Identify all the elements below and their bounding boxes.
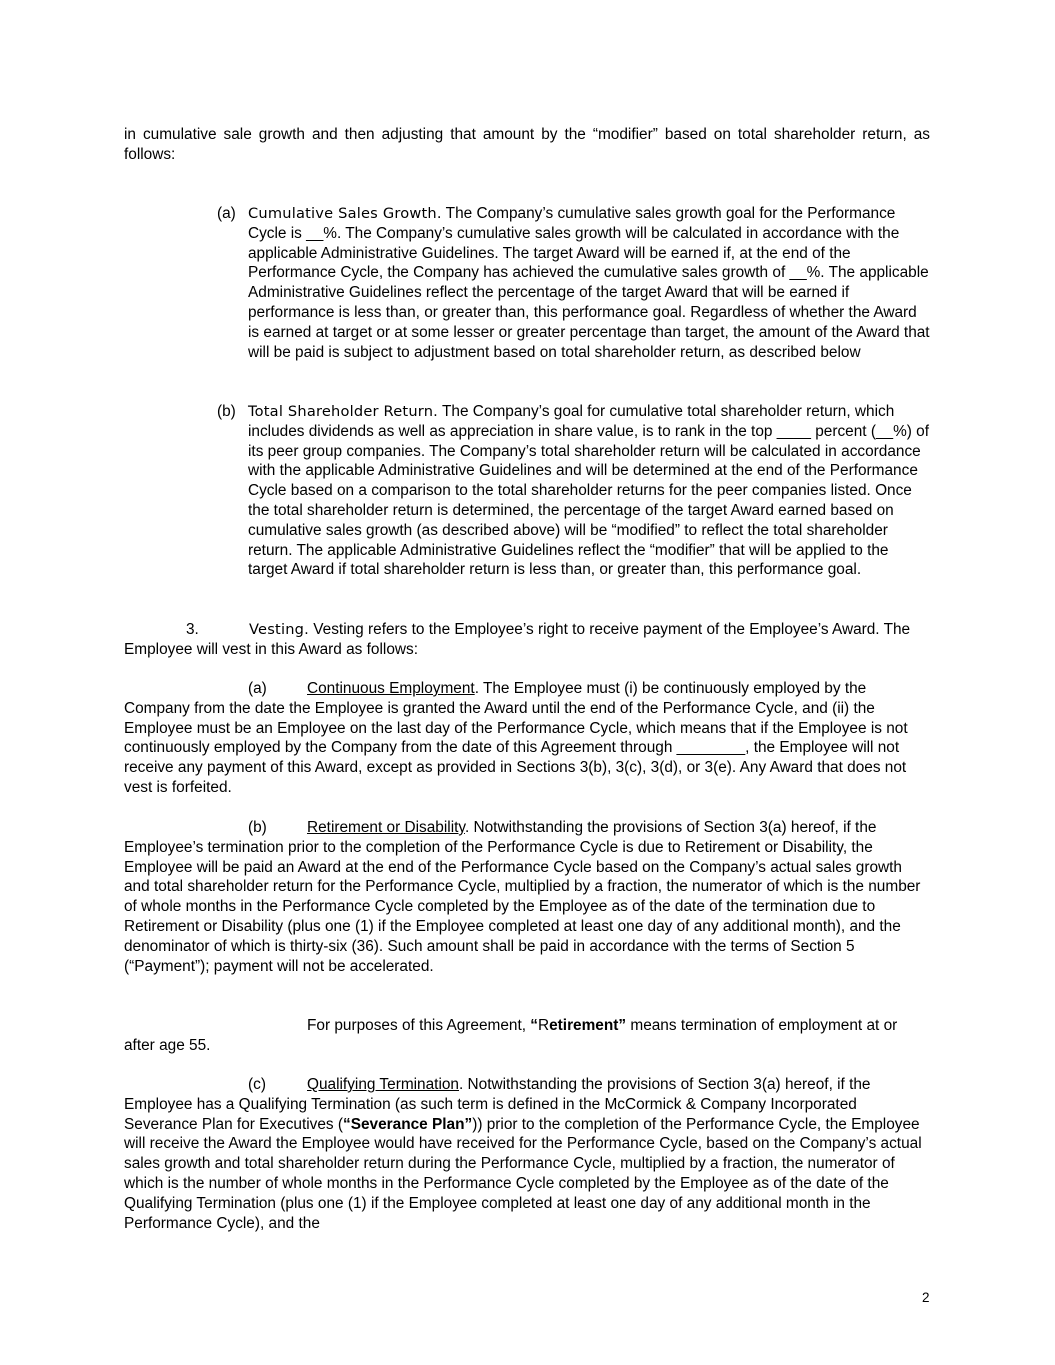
item-b-body bbox=[248, 402, 930, 580]
section-3b-paragraph bbox=[124, 818, 930, 976]
section-3b-text: . Notwithstanding the provisions of Section 3(a) hereof, if the Employee’s termination prior to the completion of the Performance Cycle is due to Retirement or Disability, the Employee will be paid an Award at the end of the Performance Cycle based on the Company’s actual sales growth and total shareholder return for the Performance Cycle, multiplied by a fraction, the numerator of which is the number of whole months in the Performance Cycle completed by the Employee as of the date of the termination due to Retirement or Disability (plus one (1) if the Employee completed at least one day of any additional month), and the denominator of which is thirty-six (36). Such amount shall be paid in accordance with the terms of Section 5 (“Payment”); payment will not be accelerated. bbox=[124, 819, 921, 975]
section-3c-text-2: )) prior to the completion of the Performance Cycle, the Employee will receive the Award the Employee would have received for the Performance Cycle, based on the Company’s actual sales growth and total shareholder return during the Performance Cycle, multiplied by a fraction, the numerator of which is the number of whole months in the Performance Cycle completed by the Employee as of the date of the Qualifying Termination (plus one (1) if the Employee completed at least one day of any additional month in the Performance Cycle), and the bbox=[124, 1115, 922, 1232]
retirement-quote-open: “ bbox=[530, 1017, 538, 1034]
item-a-text: The Company’s cumulative sales growth goal for the Performance Cycle is __%. The Company’s cumulative sales growth will be calculated in accordance with the applicable Administrative Guidelines. The target Award will be earned if, at the end of the Performance Cycle, the Company has achieved the cumulative sales growth of __%. The applicable Administrative Guidelines reflect the percentage of the target Award that will be earned if performance is less than, or greater than, this performance goal. Regardless of whether the Award is earned at target or at some lesser or greater percentage than target, the amount of the Award that will be paid is subject to adjustment based on total shareholder return, as described below bbox=[248, 205, 930, 361]
item-b bbox=[217, 402, 930, 580]
section-3a-label: (a) bbox=[248, 680, 267, 697]
section-3c-text-1: . Notwithstanding the provisions of Section 3(a) hereof, if the Employee has a Qualifying Termination (as such term is defined in the McCormick & Company Incorporated Severance Plan for Executives ( bbox=[124, 1076, 871, 1133]
section-3a-heading: Continuous Employment bbox=[307, 680, 475, 697]
retirement-pre: For purposes of this Agreement, bbox=[307, 1017, 531, 1034]
retirement-post: means termination of employment at or after age 55. bbox=[124, 1017, 898, 1054]
section-3-text: Vesting refers to the Employee’s right to receive payment of the Employee’s Award. The Employee will vest in this Award as follows: bbox=[124, 621, 911, 658]
section-3-paragraph bbox=[124, 620, 930, 660]
retirement-term: etirement” bbox=[549, 1017, 627, 1034]
section-3-number: 3. bbox=[186, 621, 199, 638]
item-b-label: (b) bbox=[217, 403, 236, 420]
item-a-label: (a) bbox=[217, 205, 236, 222]
intro-text: in cumulative sale growth and then adjusting that amount by the “modifier” based on total shareholder return, as follows: bbox=[124, 126, 930, 163]
section-3-caption: Vesting. bbox=[249, 621, 309, 638]
item-a-body bbox=[248, 204, 930, 362]
section-3c-heading: Qualifying Termination bbox=[307, 1076, 459, 1093]
section-3b-label: (b) bbox=[248, 819, 267, 836]
section-3a-paragraph bbox=[124, 679, 930, 798]
retirement-definition bbox=[124, 1016, 930, 1056]
item-a-caption: Cumulative Sales Growth. bbox=[248, 205, 442, 222]
intro-paragraph bbox=[124, 125, 930, 165]
section-3c-label: (c) bbox=[248, 1076, 266, 1093]
section-3a-text: . The Employee must (i) be continuously employed by the Company from the date the Employee is granted the Award until the end of the Performance Cycle, and (ii) the Employee must be an Employee on the last day of the Performance Cycle, which means that if the Employee is not continuously employed by the Company from the date of this Agreement through ________, the Employee will not receive any payment of this Award, except as provided in Sections 3(b), 3(c), 3(d), or 3(e). Any Award that does not vest is forfeited. bbox=[124, 680, 908, 796]
section-3b-heading: Retirement or Disability bbox=[307, 819, 465, 836]
section-3c-paragraph bbox=[124, 1075, 930, 1233]
retirement-r: R bbox=[537, 1017, 550, 1034]
severance-plan-term: “Severance Plan” bbox=[343, 1115, 473, 1133]
page-number: 2 bbox=[922, 1290, 930, 1305]
item-b-caption: Total Shareholder Return. bbox=[248, 403, 439, 420]
item-a bbox=[217, 204, 930, 362]
item-b-text: The Company’s goal for cumulative total shareholder return, which includes dividends as well as appreciation in share value, is to rank in the top ____ percent (__%) of its peer group companies. The Company’s total shareholder return will be calculated in accordance with the applicable Administrative Guidelines and will be determined at the end of the Performance Cycle based on a comparison to the total shareholder returns for the peer companies listed. Once the total shareholder return is determined, the percentage of the target Award earned based on cumulative sales growth (as described above) will be “modified” to reflect the total shareholder return. The applicable Administrative Guidelines reflect the “modifier” that will be applied to the target Award if total shareholder return is less than, or greater than, this performance goal. bbox=[248, 403, 930, 579]
